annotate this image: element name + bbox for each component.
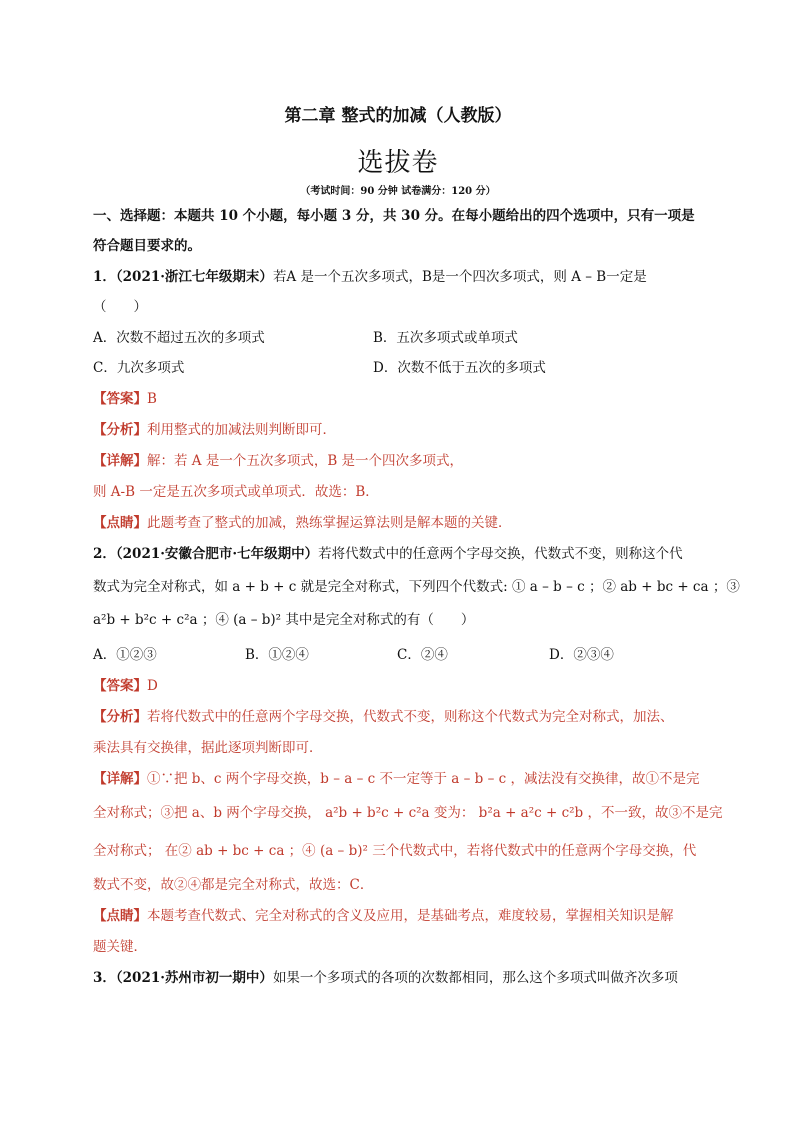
q3-source: （2021·苏州市初一期中） [115,970,273,986]
q2-comment-line1 [93,906,703,926]
q1-option-b: B．五次多项式或单项式 [373,330,518,346]
q1-stem [93,267,703,287]
q2-detail-line4: 数式不变，故②④都是完全对称式，故选：C． [93,877,374,893]
q2-analysis-line1 [93,707,703,727]
q2-options-row [93,645,703,665]
q1-options-row1 [93,328,703,348]
q2-analysis-text1: 若将代数式中的任意两个字母交换，代数式不变，则称这个代数式为完全对称式，加法、 [147,709,674,725]
q2-detail-text1: ①∵把 b、c 两个字母交换，b – a – c 不一定等于 a – b – c ，减法没有交换律，故①不是完 [147,771,700,787]
q2-answer-value: D [147,678,158,694]
q1-detail-text1: 解：若 A 是一个五次多项式，B 是一个四次多项式， [147,453,464,469]
q2-analysis-tag: 【分析】 [93,709,147,725]
q1-analysis-tag: 【分析】 [93,422,147,438]
q1-comment-tag: 【点睛】 [93,515,147,531]
q1-analysis-text: 利用整式的加减法则判断即可． [147,422,336,438]
q1-answer-tag: 【答案】 [93,391,147,407]
q3-number: 3． [93,970,116,986]
q1-answer [93,389,703,409]
q2-comment-line2: 题关键． [93,939,147,955]
q1-comment-text: 此题考查了整式的加减，熟练掌握运算法则是解本题的关键． [147,515,512,531]
q2-analysis-line2: 乘法具有交换律，据此逐项判断即可． [93,740,323,756]
q1-option-d: D．次数不低于五次的多项式 [373,360,546,376]
q2-option-c: C．②④ [397,647,448,663]
q2-detail-line1 [93,769,703,789]
q2-answer-tag: 【答案】 [93,678,147,694]
q2-comment-tag: 【点睛】 [93,908,147,924]
q2-detail-tag: 【详解】 [93,771,147,787]
q1-stem-text: 若A 是一个五次多项式，B是一个四次多项式，则 A – B一定是 [272,269,647,285]
q2-source: （2021·安徽合肥市·七年级期中） [115,546,319,562]
q1-option-c: C．九次多项式 [93,360,185,376]
q2-stem-line3: a²b + b²c + c²a ；④ (a – b)² 其中是完全对称式的有（ ） [93,612,475,628]
page-subtitle: 选拔卷 [357,148,439,178]
q1-detail-line1 [93,451,703,471]
q1-option-a: A．次数不超过五次的多项式 [93,330,265,346]
q2-detail-line2: 全对称式；③把 a、b 两个字母交换， a²b + b²c + c²a 变为： b²a + a²c + c²b ，不一致，故③不是完 [93,805,723,821]
q1-comment [93,513,703,533]
q2-option-b: B．①②④ [245,647,309,663]
q1-source: （2021·浙江七年级期末） [115,269,273,285]
q2-stem-line1 [93,544,703,564]
q1-paren: （ ） [93,299,147,315]
q1-number: 1． [93,269,116,285]
q2-detail-line3: 全对称式； 在② ab + bc + ca ；④ (a – b)² 三个代数式中，若将代数式中的任意两个字母交换，代 [93,843,697,859]
q2-option-d: D．②③④ [549,647,614,663]
q1-options-row2 [93,358,703,378]
q2-number: 2． [93,546,116,562]
q2-option-a: A．①②③ [93,647,157,663]
q1-detail-tag: 【详解】 [93,453,147,469]
q1-detail-line2: 则 A-B 一定是五次多项式或单项式．故选：B． [93,484,379,500]
page-title: 第二章 整式的加减（人教版） [284,106,512,126]
q1-answer-value: B [147,391,157,407]
q3-stem [93,968,703,988]
q2-stem-text1: 若将代数式中的任意两个字母交换，代数式不变，则称这个代 [318,546,683,562]
exam-info: （考试时间：90 分钟 试卷满分：120 分） [300,186,496,197]
q1-analysis [93,420,703,440]
q2-answer [93,676,703,696]
document-page [93,104,740,988]
section-heading-line1: 一、选择题：本题共 10 个小题，每小题 3 分，共 30 分。在每小题给出的四个选项中，只有一项是 [93,208,695,224]
section-heading-line2: 符合题目要求的。 [93,238,201,254]
q2-comment-text1: 本题考查代数式、完全对称式的含义及应用，是基础考点，难度较易，掌握相关知识是解 [147,908,674,924]
q3-stem-text: 如果一个多项式的各项的次数都相同，那么这个多项式叫做齐次多项 [272,970,678,986]
q2-stem-line2: 数式为完全对称式，如 a + b + c 就是完全对称式，下列四个代数式: ① a – b – c ；② ab + bc + ca ；③ [93,579,740,595]
